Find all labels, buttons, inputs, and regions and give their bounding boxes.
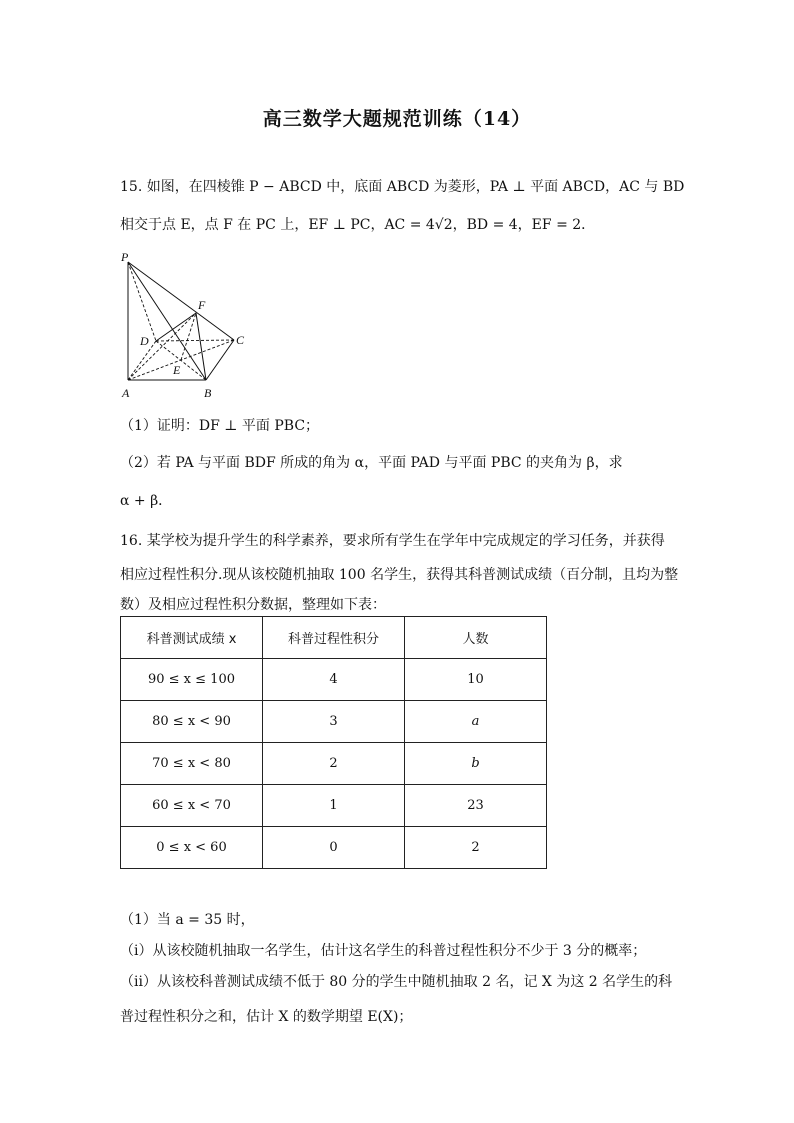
q15-part-2-line-2: α + β．: [120, 493, 173, 509]
q15-line-2: 相交于点 E，点 F 在 PC 上，EF ⊥ PC，AC = 4√2，BD = 4，EF = 2．: [120, 217, 596, 233]
cell-points: 1: [263, 785, 405, 827]
cell-count: b: [405, 743, 547, 785]
q16-line-1: 16. 某学校为提升学生的科学素养，要求所有学生在学年中完成规定的学习任务，并获得: [120, 533, 665, 549]
q16-part-1-ii-line-2: 普过程性积分之和，估计 X 的数学期望 E(X)；: [120, 1009, 413, 1025]
table-row: [121, 701, 547, 743]
header-points: 科普过程性积分: [263, 617, 405, 659]
table-row: [121, 659, 547, 701]
cell-range: 0 ≤ x < 60: [121, 827, 263, 869]
header-score: 科普测试成绩 x: [121, 617, 263, 659]
cell-count: 23: [405, 785, 547, 827]
label-D: D: [140, 334, 149, 348]
q16-part-1-i: （i）从该校随机抽取一名学生，估计这名学生的科普过程性积分不少于 3 分的概率；: [120, 943, 647, 959]
q16-part-1: （1）当 a = 35 时，: [120, 912, 255, 928]
table-row: [121, 785, 547, 827]
label-C: C: [236, 333, 245, 347]
header-count: 人数: [405, 617, 547, 659]
label-A: A: [122, 386, 130, 400]
cell-points: 3: [263, 701, 405, 743]
cell-range: 80 ≤ x < 90: [121, 701, 263, 743]
pyramid-figure: [118, 248, 258, 408]
label-P: P: [121, 250, 129, 264]
score-table: [120, 616, 547, 869]
cell-count: a: [405, 701, 547, 743]
table-row: [121, 743, 547, 785]
q16-line-2: 相应过程性积分.现从该校随机抽取 100 名学生，获得其科普测试成绩（百分制，且均为整: [120, 567, 679, 583]
label-B: B: [204, 386, 212, 400]
q15-line-1: 15. 如图，在四棱锥 P − ABCD 中，底面 ABCD 为菱形，PA ⊥ 平面 ABCD，AC 与 BD: [120, 179, 685, 195]
cell-points: 4: [263, 659, 405, 701]
q15-part-1: （1）证明：DF ⊥ 平面 PBC；: [120, 418, 320, 434]
q16-line-3: 数）及相应过程性积分数据，整理如下表：: [120, 597, 386, 613]
label-E: E: [173, 363, 181, 377]
table-row: [121, 827, 547, 869]
cell-points: 2: [263, 743, 405, 785]
cell-range: 90 ≤ x ≤ 100: [121, 659, 263, 701]
q15-part-2-line-1: （2）若 PA 与平面 BDF 所成的角为 α，平面 PAD 与平面 PBC 的夹角为 β，求: [120, 455, 623, 471]
cell-count: 2: [405, 827, 547, 869]
cell-points: 0: [263, 827, 405, 869]
label-F: F: [198, 298, 206, 312]
page-title: 高三数学大题规范训练（14）: [262, 108, 532, 130]
cell-range: 60 ≤ x < 70: [121, 785, 263, 827]
table-header-row: [121, 617, 547, 659]
cell-count: 10: [405, 659, 547, 701]
q16-part-1-ii-line-1: （ii）从该校科普测试成绩不低于 80 分的学生中随机抽取 2 名，记 X 为这 2 名学生的科: [120, 974, 673, 990]
cell-range: 70 ≤ x < 80: [121, 743, 263, 785]
